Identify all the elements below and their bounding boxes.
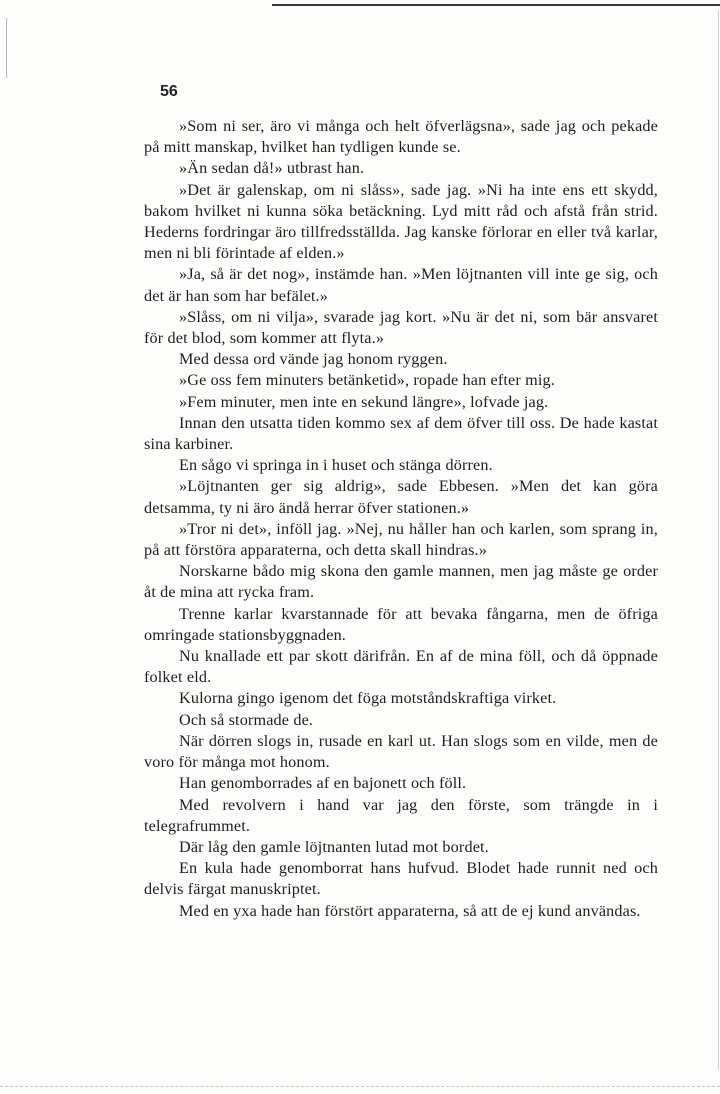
paragraph: Nu knallade ett par skott därifrån. En af de mina föll, och då öppnade folket eld. [144,647,658,687]
paragraph: »Ge oss fem minuters betänketid», ropade han efter mig. [179,371,555,390]
paragraph: »Ja, så är det nog», instämde han. »Men löjtnanten vill inte ge sig, och det är han som har befälet.» [144,265,658,305]
paragraph: »Slåss, om ni vilja», svarade jag kort. »Nu är det ni, som bär ansvaret för det blod, som kommer att flyta.» [144,307,658,348]
paragraph: Han genomborrades af en bajonett och föll. [179,774,467,793]
left-edge-mark [6,18,7,78]
body-text [144,116,658,922]
paragraph: Med revolvern i hand var jag den förste, som trängde in i telegrafrummet. [144,795,658,835]
paragraph: En sågo vi springa in i huset och stänga dörren. [179,456,493,475]
paragraph: Kulorna gingo igenom det föga motståndskraftiga virket. [179,689,557,708]
paragraph: Där låg den gamle löjtnanten lutad mot bordet. [179,837,489,856]
page-number: 56 [160,83,178,100]
paragraph: Med dessa ord vände jag honom ryggen. [179,350,448,369]
paragraph: »Det är galenskap, om ni slåss», sade jag. »Ni ha inte ens ett skydd, bakom hvilket ni kunna söka betäckning. Lyd mitt råd och afstå från strid. Hederns fordringar äro tillfredsställda. Jag kanske förlorar en eller två karlar, men ni bli förintade af elden.» [144,180,658,263]
paragraph: »Som ni ser, äro vi många och helt öfverlägsna», sade jag och pekade på mitt manskap, hvilket han tydligen kunde se. [144,117,658,157]
paragraph: »Löjtnanten ger sig aldrig», sade Ebbesen. »Men det kan göra detsamma, ty ni äro ändå herrar öfver stationen.» [144,477,658,517]
paragraph: Trenne karlar kvarstannade för att bevaka fångarna, men de öfriga omringade stationsbyggnaden. [144,604,658,644]
paragraph: Med en yxa hade han förstört apparaterna, så att de ej kund användas. [179,901,641,920]
paragraph: En kula hade genomborrat hans hufvud. Blodet hade runnit ned och delvis färgat manuskriptet. [144,859,658,899]
paragraph: »Fem minuter, men inte en sekund längre», lofvade jag. [179,392,549,411]
paragraph: Och så stormade de. [179,710,314,729]
right-edge-rule [718,10,719,1070]
top-edge-rule [272,4,720,6]
paragraph: »Tror ni det», inföll jag. »Nej, nu håller han och karlen, som sprang in, på att förstöra apparaterna, och detta skall hindras.» [144,519,658,560]
paragraph: »Än sedan då!» utbrast han. [179,159,365,178]
paragraph: Norskarne bådo mig skona den gamle mannen, men jag måste ge order åt de mina att rycka fram. [144,562,658,602]
paragraph: Innan den utsatta tiden kommo sex af dem öfver till oss. De hade kastat sina karbiner. [144,413,658,454]
paragraph: När dörren slogs in, rusade en karl ut. Han slogs som en vilde, men de voro för många mot honom. [144,731,658,772]
bottom-edge-rule [0,1086,720,1087]
